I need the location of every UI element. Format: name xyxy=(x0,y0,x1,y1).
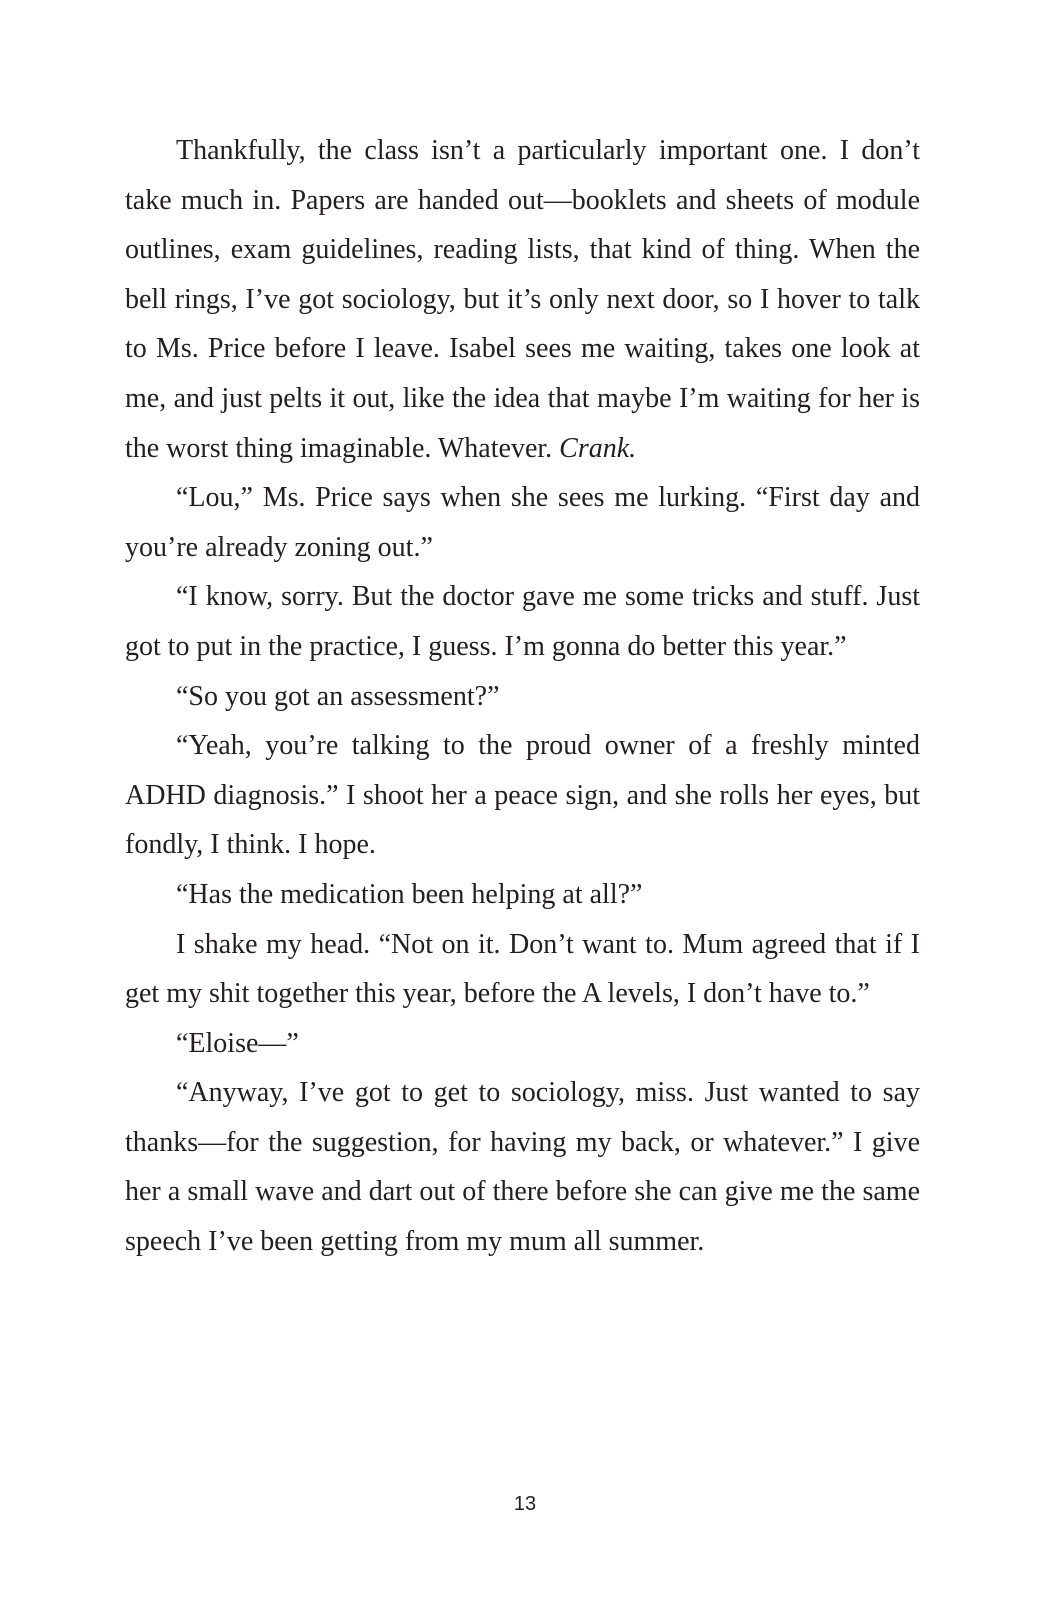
page-number: 13 xyxy=(513,1493,537,1515)
body-text xyxy=(125,126,920,1267)
paragraph: “Anyway, I’ve got to get to sociology, miss. Just wanted to say thanks—for the suggestion, for having my back, or whatever.” I give her a small wave and dart out of there before she can give me the same speech I’ve been getting from my mum all summer. xyxy=(125,1077,920,1258)
italic-word: Crank. xyxy=(559,432,637,464)
paragraph: “So you got an assessment?” xyxy=(176,680,500,712)
paragraph: “Eloise—” xyxy=(176,1027,299,1059)
paragraph: I shake my head. “Not on it. Don’t want to. Mum agreed that if I get my shit together this year, before the A levels, I don’t have to.” xyxy=(125,928,920,1010)
paragraph: Thankfully, the class isn’t a particularly important one. I don’t take much in. Papers are handed out—booklets and sheets of module outlines, exam guidelines, reading lists, that kind of thing. When the bell rings, I’ve got sociology, but it’s only next door, so I hover to talk to Ms. Price before I leave. Isabel sees me waiting, takes one look at me, and just pelts it out, like the idea that maybe I’m waiting for her is the worst thing imaginable. Whatever. Crank. xyxy=(125,135,920,464)
paragraph: “Lou,” Ms. Price says when she sees me lurking. “First day and you’re already zoning out.” xyxy=(125,482,920,563)
paragraph: “Has the medication been helping at all?” xyxy=(176,878,643,910)
paragraph: “I know, sorry. But the doctor gave me some tricks and stuff. Just got to put in the practice, I guess. I’m gonna do better this year.” xyxy=(125,581,920,662)
paragraph: “Yeah, you’re talking to the proud owner of a freshly minted ADHD diagnosis.” I shoot her a peace sign, and she rolls her eyes, but fondly, I think. I hope. xyxy=(125,730,920,861)
